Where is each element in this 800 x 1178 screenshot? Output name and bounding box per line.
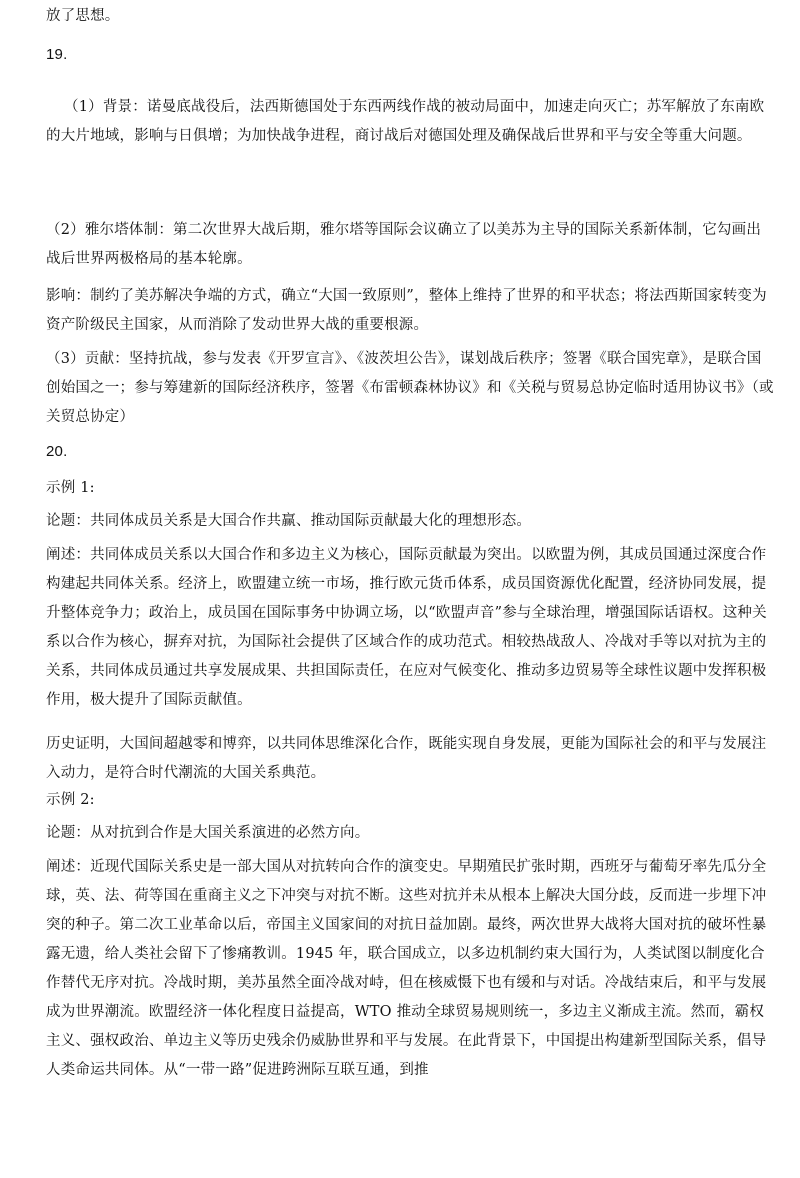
q19-contribution-paragraph: （3）贡献：坚持抗战，参与发表《开罗宣言》、《波茨坦公告》，谋划战后秩序；签署《联合国宪章》，是联合国创始国之一；参与筹建新的国际经济秩序，签署《布雷顿森林协议》和《关税与贸易总协定临时适用协议书》（或关贸总协定） [46,351,774,425]
q19-impact-paragraph: 影响：制约了美苏解决争端的方式，确立“大国一致原则”，整体上维持了世界的和平状态；将法西斯国家转变为资产阶级民主国家，从而消除了发动世界大战的重要根源。 [46,288,767,333]
example-2-body: 阐述：近现代国际关系史是一部大国从对抗转向合作的演变史。早期殖民扩张时期，西班牙与葡萄牙率先瓜分全球，英、法、荷等国在重商主义之下冲突与对抗不断。这些对抗并未从根本上解决大国分歧，反而进一步埋下冲突的种子。第二次工业革命以后，帝国主义国家间的对抗日益加剧。最终，两次世界大战将大国对抗的破坏性暴露无遗，给人类社会留下了惨痛教训。1945 年，联合国成立，以多边机制约束大国行为，人类试图以制度化合作替代无序对抗。冷战时期，美苏虽然全面冷战对峙，但在核威慑下也有缓和与对话。冷战结束后，和平与发展成为世界潮流。欧盟经济一体化程度日益提高，WTO 推动全球贸易规则统一，多边主义渐成主流。然而，霸权主义、强权政治、单边主义等历史残余仍威胁世界和平与发展。在此背景下，中国提出构建新型国际关系，倡导人类命运共同体。从“一带一路”促进跨洲际互联互通，到推 [46,859,767,1078]
q19-background-paragraph: （1）背景：诺曼底战役后，法西斯德国处于东西两线作战的被动局面中，加速走向灭亡；苏军解放了东南欧的大片地域，影响与日俱增；为加快战争进程，商讨战后对德国处理及确保战后世界和平与安全等重大问题。 [46,99,765,144]
q19-yalta-system-paragraph: （2）雅尔塔体制：第二次世界大战后期，雅尔塔等国际会议确立了以美苏为主导的国际关系新体制，它勾画出战后世界两极格局的基本轮廓。 [46,222,762,267]
example-1-body: 阐述：共同体成员关系以大国合作和多边主义为核心，国际贡献最为突出。以欧盟为例，其成员国通过深度合作构建起共同体关系。经济上，欧盟建立统一市场，推行欧元货币体系，成员国资源优化配置，经济协同发展，提升整体竞争力；政治上，成员国在国际事务中协调立场，以“欧盟声音”参与全球治理，增强国际话语权。这种关系以合作为核心，摒弃对抗，为国际社会提供了区域合作的成功范式。相较热战敌人、冷战对手等以对抗为主的关系，共同体成员通过共享发展成果、共担国际责任，在应对气候变化、推动多边贸易等全球性议题中发挥积极作用，极大提升了国际贡献值。 [46,547,767,708]
example-2-label: 示例 2: [46,792,95,808]
question-20-number: 20. [46,443,68,460]
example-1-label: 示例 1: [46,480,95,496]
example-1-conclusion: 历史证明，大国间超越零和博弈，以共同体思维深化合作，既能实现自身发展，更能为国际社会的和平与发展注入动力，是符合时代潮流的大国关系典范。 [46,736,767,781]
example-2-thesis: 论题：从对抗到合作是大国关系演进的必然方向。 [46,825,370,841]
question-19-number: 19. [46,46,68,63]
intro-fragment: 放了思想。 [46,8,120,24]
example-1-thesis: 论题：共同体成员关系是大国合作共赢、推动国际贡献最大化的理想形态。 [46,513,532,529]
